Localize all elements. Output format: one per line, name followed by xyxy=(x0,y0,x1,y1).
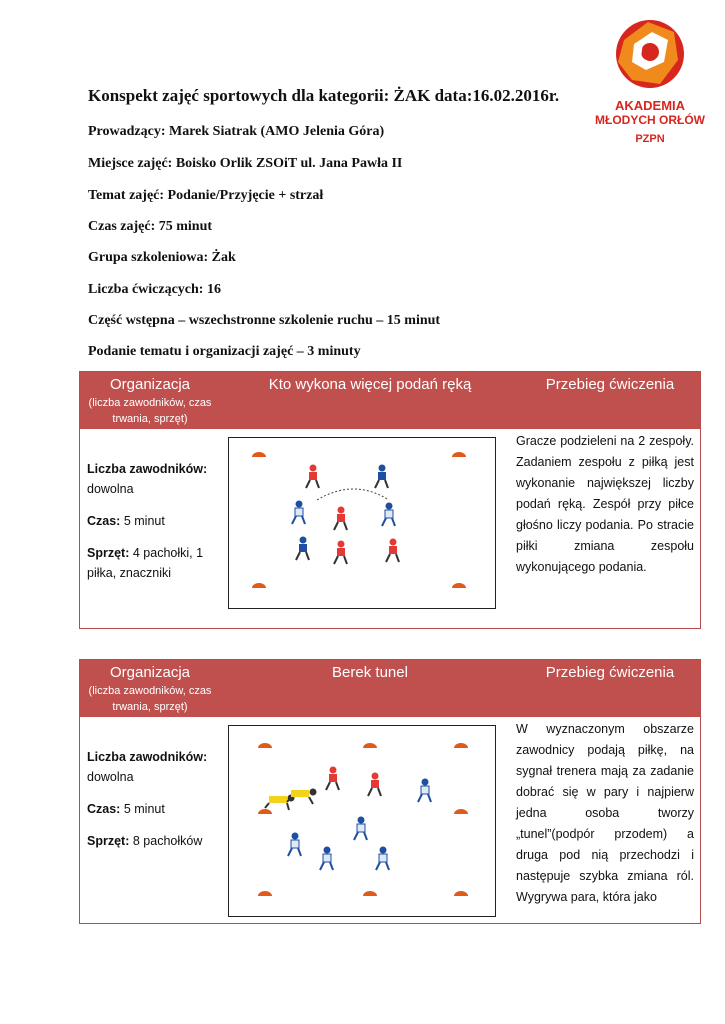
pass-trajectory xyxy=(317,489,389,500)
info-participants: Liczba ćwiczących: 16 xyxy=(88,282,221,297)
cone xyxy=(454,809,468,814)
player-blue xyxy=(292,501,305,525)
players-value: dowolna xyxy=(87,770,134,784)
section-header xyxy=(80,372,700,429)
cone xyxy=(454,743,468,748)
player-red xyxy=(386,539,399,563)
time-label: Czas: xyxy=(87,802,121,816)
info-duration: Czas zajęć: 75 minut xyxy=(88,219,213,234)
section-body xyxy=(80,429,700,619)
player-blue xyxy=(375,465,388,489)
equipment-label: Sprzęt: xyxy=(87,834,130,848)
player-blue xyxy=(320,847,333,871)
time-label: Czas: xyxy=(87,514,121,528)
organization-details xyxy=(87,459,217,595)
cone xyxy=(454,891,468,896)
info-warmup: Część wstępna – wszechstronne szkolenie ruchu – 15 minut xyxy=(88,313,441,328)
page-title: Konspekt zajęć sportowych dla kategorii: ŻAK data:16.02.2016r. xyxy=(88,86,560,105)
header-progress: Przebieg ćwiczenia xyxy=(545,376,675,393)
info-location: Miejsce zajęć: Boisko Orlik ZSOiT ul. Jana Pawła II xyxy=(88,156,403,171)
exercise-title: Berek tunel xyxy=(332,664,408,681)
info-introduction: Podanie tematu i organizacji zajęć – 3 minuty xyxy=(88,344,361,359)
section-header xyxy=(80,660,700,717)
player-red xyxy=(326,767,339,791)
time-value: 5 minut xyxy=(123,514,165,528)
exercise-section-2 xyxy=(79,659,701,924)
cone xyxy=(252,583,266,588)
logo-line3: PZPN xyxy=(635,133,665,145)
players-label: Liczba zawodników: xyxy=(87,462,208,476)
cone xyxy=(252,452,266,457)
cone xyxy=(452,583,466,588)
info-group: Grupa szkoleniowa: Żak xyxy=(88,250,236,265)
player-red xyxy=(368,773,381,797)
header-organization: Organizacja xyxy=(109,664,191,681)
pitch-drawing xyxy=(229,726,495,916)
player-red xyxy=(306,465,319,489)
organization-details xyxy=(87,747,217,863)
exercise-section-1 xyxy=(79,371,701,629)
player-red xyxy=(334,541,347,565)
cone xyxy=(363,743,377,748)
cone xyxy=(363,891,377,896)
equipment-value: 8 pachołków xyxy=(132,834,203,848)
logo-line2: MŁODYCH ORŁÓW xyxy=(595,113,705,127)
player-blue xyxy=(418,779,431,803)
players-tunnel xyxy=(265,789,317,811)
player-blue xyxy=(382,503,395,527)
players-value: dowolna xyxy=(87,482,134,496)
player-blue xyxy=(354,817,367,841)
cone xyxy=(258,891,272,896)
cone xyxy=(452,452,466,457)
logo-emblem xyxy=(590,14,710,149)
exercise-description: W wyznaczonym obszarze zawodnicy podają piłkę, na sygnał trenera mają za zadanie dobrać się w pary i najpierw jedna osoba tworzy „tunel”(podpór przodem) a druga pod nią przechodzi i następuje szybka zmiana ról. Wygrywa para, która jako xyxy=(516,722,694,904)
players-label: Liczba zawodników: xyxy=(87,750,208,764)
player-blue xyxy=(288,833,301,857)
header-organization-sub: (liczba zawodników, czas trwania, sprzęt) xyxy=(88,685,212,713)
player-red xyxy=(334,507,347,531)
section-body xyxy=(80,717,700,921)
info-topic: Temat zajęć: Podanie/Przyjęcie + strzał xyxy=(88,188,324,203)
amo-pzpn-logo xyxy=(590,14,710,149)
pitch-diagram xyxy=(228,437,496,609)
header-organization-sub: (liczba zawodników, czas trwania, sprzęt) xyxy=(88,397,212,425)
cone xyxy=(258,743,272,748)
cone xyxy=(258,809,272,814)
equipment-label: Sprzęt: xyxy=(87,546,130,560)
time-value: 5 minut xyxy=(123,802,165,816)
logo-line1: AKADEMIA xyxy=(614,98,686,113)
header-progress: Przebieg ćwiczenia xyxy=(545,664,675,681)
equipment-value: 4 pachołki, 1 piłka, znaczniki xyxy=(87,546,204,580)
player-blue xyxy=(296,537,309,561)
pitch-diagram xyxy=(228,725,496,917)
exercise-description: Gracze podzieleni na 2 zespoły. Zadaniem zespołu z piłką jest wykonanie największej liczby podań ręką. Zespół przy piłce głośno liczy podania. Po stracie piłki zmiana zespołu wykonującego podania. xyxy=(516,434,694,574)
player-blue xyxy=(376,847,389,871)
exercise-title: Kto wykona więcej podań ręką xyxy=(268,376,472,393)
header-organization: Organizacja xyxy=(109,376,191,393)
info-instructor: Prowadzący: Marek Siatrak (AMO Jelenia Góra) xyxy=(88,124,385,139)
pitch-drawing xyxy=(229,438,495,608)
